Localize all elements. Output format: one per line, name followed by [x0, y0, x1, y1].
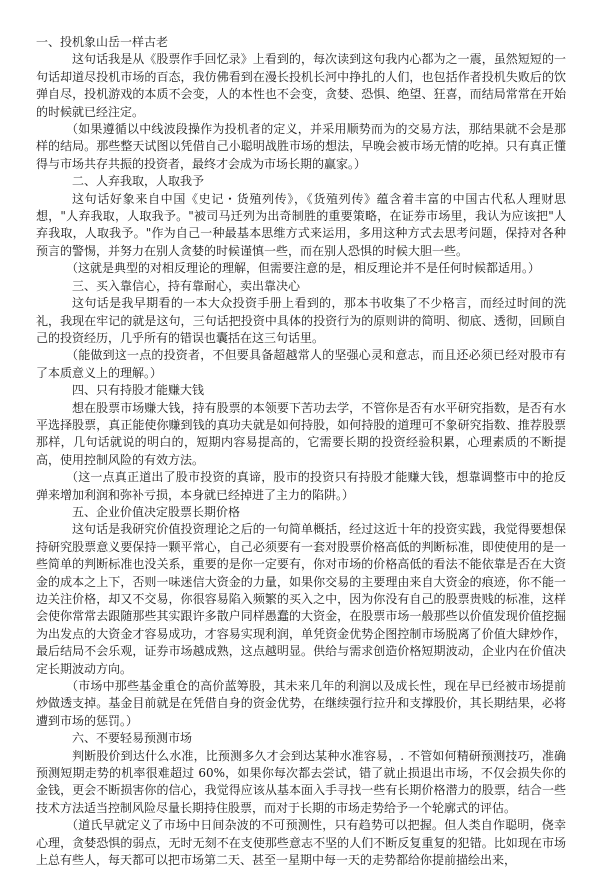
section-6-heading: 六、不要轻易预测市场 [72, 731, 193, 746]
section-1-note: （如果遵循以中线波段操作为投机者的定义，并采用顺势而为的交易方法，那结果就不会是那样的结局。那些整天试图以凭借自己小聪明战胜市场的想法，早晚会被市场无情的吃掉。只有真正懂得与市场共存共振的投资者，最终才会成为市场长期的赢家。） [36, 122, 566, 171]
section-1-body: 这句话我是从《股票作手回忆录》上看到的，每次读到这句我内心都为之一震，虽然短短的一句话却道尽投机市场的百态，我仿佛看到在漫长投机长河中挣扎的人们，也包括作者投机失败后的饮弹自尽，投机游戏的本质不会变，人的本性也不会变，贪婪、恐惧、绝望、狂喜，而结局常常在开始的时候就已经注定。 [36, 52, 566, 119]
section-6-body: 判断股价到达什么水准，比预测多久才会到达某种水准容易，. 不管如何精研预测技巧，准确预测短期走势的机率很难超过 60%，如果你每次都去尝试，错了就止损退出市场，不仅会损失你的金钱，更会不断损害你的信心，我觉得应该从基本面入手寻找一些有长期价格潜力的股票，结合一些技术方法适当控制风险尽量长期持住股票，而对于长期的市场走势给予一个轮廓式的评估。 [36, 748, 566, 815]
section-2-body: 这句话好象来自中国《史记・货殖列传》，《货殖列传》蕴含着丰富的中国古代私人理财思想，"人弃我取，人取我予。"被司马迁列为出奇制胜的重要策略，在证券市场里，我认为应该把"人弃我取，人取我予。"作为自己一种最基本思维方式来运用，多用这种方式去思考问题，保持对各种预言的警惕，并努力在别人贪婪的时候谨慎一些，而在别人恐惧的时候大胆一些。 [36, 191, 566, 258]
section-5-note: （市场中那些基金重仓的高价蓝筹股，其未来几年的利润以及成长性，现在早已经被市场提前炒做透支掉。基金目前就是在凭借自身的资金优势，在继续强行拉升和支撑股价，其长期结果，必将遭到市场的惩罚。） [36, 679, 566, 728]
section-4-body: 想在股票市场赚大钱，持有股票的本领要下苦功去学，不管你是否有水平研究指数，是否有水平选择股票，真正能使你赚到钱的真功夫就是如何持股，如何持股的道理可不象研究指数、推荐股票那样，几句话就说的明白的，短期内容易提高的，它需要长期的投资经验积累，心理素质的不断提高，使用控制风险的有效方法。 [36, 400, 566, 467]
section-5-body: 这句话是我研究价值投资理论之后的一句简单概括，经过这近十年的投资实践，我觉得要想保持研究股票意义要保持一颗平常心，自己必须要有一套对股票价格高低的判断标准，即使使用的是一些简单的判断标准也没关系，重要的是你一定要有，你对市场的价格高低的看法不能依靠是否在大资金的成本之上下，否则一味迷信大资金的力量，如果你交易的主要理由来自大资金的痕迹，你不能一边关注价格，却又不交易，你很容易陷入频繁的买入之中，因为你没有自己的股票贵贱的标准，这样会使你常常去跟随那些其实跟许多散户同样愚蠢的大资金，在股票市场一般那些以价值发现价值挖掘为出发点的大资金才容易成功，才容易实现利润，单凭资金优势企图控制市场脱离了价值大肆炒作，最后结局不会乐观，证券市场越成熟，这点越明显。供给与需求创造价格短期波动，企业内在价值决定长期波动方向。 [36, 522, 566, 676]
section-6-note: （道氏早就定义了市场中日间杂波的不可预测性，只有趋势可以把握。但人类自作聪明，侥幸心理，贪婪恐惧的弱点，无时无刻不在支使那些意志不坚的人们不断反复重复的犯错。比如现在市场上总有些人，每天都可以把市场第二天、甚至一星期中每一天的走势都给你提前描绘出来， [36, 818, 566, 868]
document-page [36, 34, 566, 870]
section-2-heading: 二、人弃我取，人取我予 [72, 174, 205, 189]
section-3-body: 这句话是我早期看的一本大众投资手册上看到的，那本书收集了不少格言，而经过时间的洗礼，我现在牢记的就是这句，三句话把投资中具体的投资行为的原则讲的简明、彻底、透彻，回顾自己的投资经历，几乎所有的错误也囊括在这三句话里。 [36, 296, 566, 345]
section-3-heading: 三、买入靠信心，持有靠耐心，卖出靠决心 [72, 278, 301, 293]
section-2-note: （这就是典型的对相反理论的理解，但需要注意的是，相反理论并不是任何时候都适用。） [66, 261, 541, 276]
section-1-heading: 一、投机象山岳一样古老 [36, 35, 169, 49]
section-4-note: （这一点真正道出了股市投资的真谛，股市的投资只有持股才能赚大钱，想靠调整市中的抢反弹来增加利润和弥补亏损，本身就已经掉进了主力的陷阱。） [36, 470, 566, 502]
section-4-heading: 四、只有持股才能赚大钱 [72, 383, 205, 398]
section-5-heading: 五、企业价值决定股票长期价格 [72, 504, 241, 519]
section-3-note: （能做到这一点的投资者，不但要具备超越常人的坚强心灵和意志，而且还必须已经对股市有了本质意义上的理解。） [36, 348, 566, 380]
